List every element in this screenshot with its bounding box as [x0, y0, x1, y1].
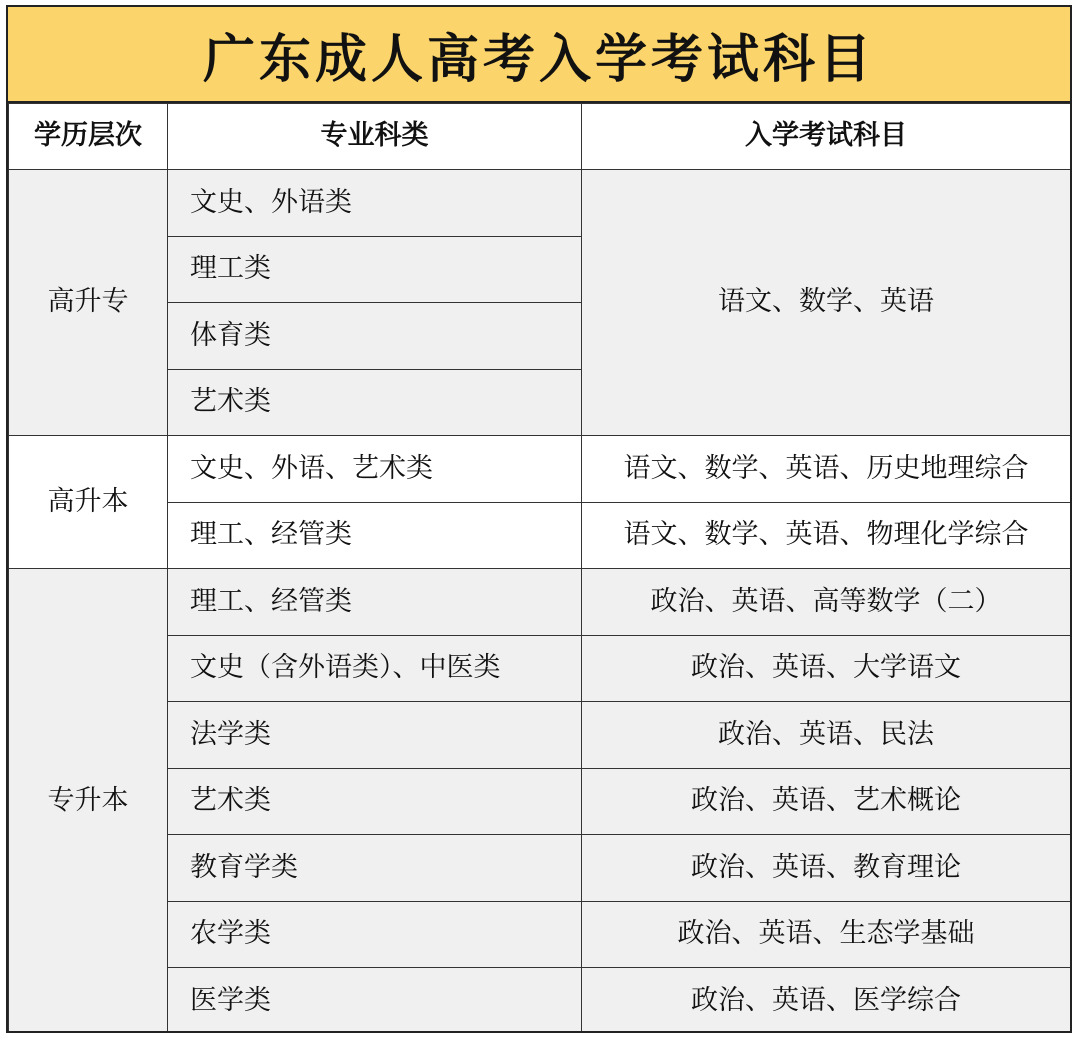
exam-subjects-table-frame [6, 5, 1072, 1033]
major-cell: 理工类 [168, 236, 582, 303]
header-level: 学历层次 [9, 104, 168, 170]
table-row [9, 436, 1071, 503]
table-header-row [9, 104, 1071, 170]
level-cell: 高升专 [9, 170, 168, 436]
table-row [9, 768, 1071, 835]
major-cell: 农学类 [168, 901, 582, 968]
major-cell: 理工、经管类 [168, 569, 582, 636]
major-cell: 文史、外语类 [168, 170, 582, 237]
level-cell: 高升本 [9, 436, 168, 569]
major-cell: 医学类 [168, 968, 582, 1034]
header-subjects: 入学考试科目 [582, 104, 1071, 170]
exam-subjects-table [8, 103, 1071, 1033]
table-row [9, 502, 1071, 569]
subjects-cell: 政治、英语、生态学基础 [582, 901, 1071, 968]
subjects-cell: 政治、英语、艺术概论 [582, 768, 1071, 835]
table-row [9, 569, 1071, 636]
subjects-cell: 政治、英语、医学综合 [582, 968, 1071, 1034]
major-cell: 理工、经管类 [168, 502, 582, 569]
subjects-cell: 语文、数学、英语 [582, 170, 1071, 436]
major-cell: 教育学类 [168, 835, 582, 902]
table-row [9, 901, 1071, 968]
subjects-cell: 语文、数学、英语、历史地理综合 [582, 436, 1071, 503]
table-row [9, 170, 1071, 237]
major-cell: 法学类 [168, 702, 582, 769]
major-cell: 艺术类 [168, 768, 582, 835]
header-major: 专业科类 [168, 104, 582, 170]
subjects-cell: 语文、数学、英语、物理化学综合 [582, 502, 1071, 569]
subjects-cell: 政治、英语、高等数学（二） [582, 569, 1071, 636]
page-title: 广东成人高考入学考试科目 [8, 7, 1070, 103]
table-row [9, 968, 1071, 1034]
subjects-cell: 政治、英语、大学语文 [582, 635, 1071, 702]
table-row [9, 635, 1071, 702]
major-cell: 文史、外语、艺术类 [168, 436, 582, 503]
subjects-cell: 政治、英语、教育理论 [582, 835, 1071, 902]
subjects-cell: 政治、英语、民法 [582, 702, 1071, 769]
table-row [9, 835, 1071, 902]
level-cell: 专升本 [9, 569, 168, 1034]
major-cell: 艺术类 [168, 369, 582, 436]
table-row [9, 702, 1071, 769]
major-cell: 体育类 [168, 303, 582, 370]
major-cell: 文史（含外语类）、中医类 [168, 635, 582, 702]
